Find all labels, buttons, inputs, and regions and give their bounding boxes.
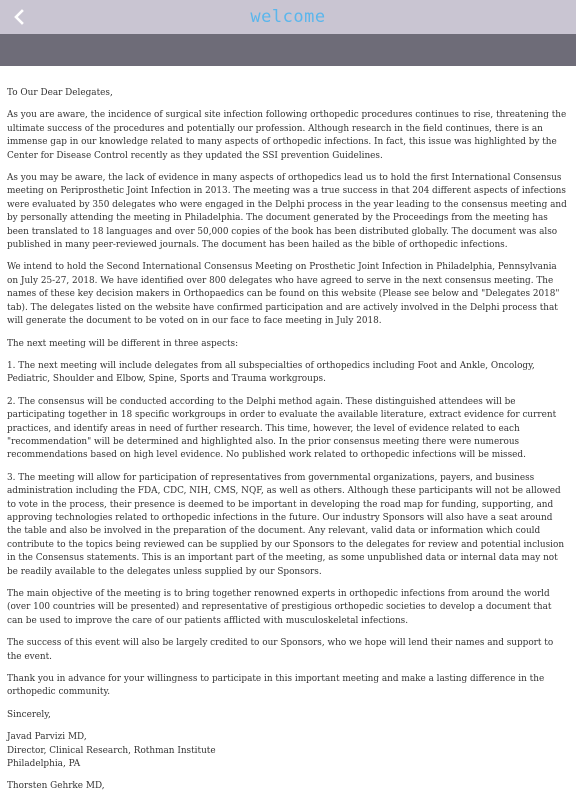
salutation: To Our Dear Delegates, <box>7 88 113 98</box>
letter-paragraph: As you may be aware, the lack of evidence in many aspects of orthopedics lead us to hold the first International Consensus meeting on Periprosthetic Joint Infection in 2013. The meeting was a true success in that 204 different aspects of infections were evaluated by 350 delegates who were engaged in the Delphi process in the year leading to the consensus meeting and by personally attending the meeting in Philadelphia. The document generated by the Proceedings from the meeting has been translated to 18 languages and over 50,000 copies of the book has been distributed globally. The document was also published in many peer-reviewed journals. The document has been hailed as the bible of orthopedic infections. <box>7 173 567 251</box>
signature-block <box>7 780 569 793</box>
signature-name: Javad Parvizi MD, <box>7 732 87 743</box>
signature-name: Thorsten Gehrke MD, <box>7 781 105 792</box>
chevron-left-icon <box>13 9 25 25</box>
signature-location: Philadelphia, PA <box>7 759 81 770</box>
letter-paragraph: Thank you in advance for your willingness to participate in this important meeting and make a lasting difference in the orthopedic community. <box>7 674 545 698</box>
letter-paragraph: 1. The next meeting will include delegates from all subspecialties of orthopedics including Foot and Ankle, Oncology, Pediatric, Shoulder and Elbow, Spine, Sports and Trauma workgroups. <box>7 360 535 385</box>
letter-paragraph: The success of this event will also be largely credited to our Sponsors, who we hope will lend their names and support to the event. <box>7 638 554 662</box>
letter-paragraph: The main objective of the meeting is to bring together renowned experts in orthopedic infections from around the world (over 100 countries will be presented) and representative of prestigious orthopedic societies to develop a document that can be used to improve the care of our patients afflicted with musculoskeletal infections. <box>7 589 552 626</box>
signature-title: Director, Clinical Research, Rothman Institute <box>7 745 216 756</box>
letter-paragraph: As you are aware, the incidence of surgical site infection following orthopedic procedures continues to rise, threatening the ultimate success of the procedures and potentially our profession. Although research in the field continues, there is an immense gap in our knowledge related to many aspects of orthopedic infections. In fact, this issue was highlighted by the Center for Disease Control recently as they updated the SSI prevention Guidelines. <box>7 110 567 161</box>
letter-paragraph: The next meeting will be different in three aspects: <box>7 338 239 349</box>
nav-bar <box>0 0 576 34</box>
letter-paragraph: We intend to hold the Second International Consensus Meeting on Prosthetic Joint Infection in Philadelphia, Pennsylvania on July 25-27, 2018. We have identified over 800 delegates who have agreed to serve in the next consensus meeting. The names of these key decision makers in Orthopaedics can be found on this website (Please see below and "Delegates 2018" tab). The delegates listed on the website have confirmed participation and are actively involved in the Delphi process that will generate the document to be voted on in our face to face meeting in July 2018. <box>7 262 560 327</box>
letter-paragraph: 3. The meeting will allow for participation of representatives from governmental organizations, payers, and business administration including the FDA, CDC, NIH, CMS, NQF, as well as others. Although these participants will not be allowed to vote in the process, their presence is deemed to be important in developing the road map for funding, supporting, and approving technologies related to orthopedic infections in the future. Our industry Sponsors will also have a seat around the table and also be involved in the preparation of the document. Any relevant, valid data or information which could contribute to the topics being reviewed can be supplied by our Sponsors to the delegates for review and potential inclusion in the Consensus statements. This is an important part of the meeting, as some unpublished data or internal data may not be readily available to the delegates unless supplied by our Sponsors. <box>7 472 565 577</box>
page-title: welcome <box>250 7 326 27</box>
closing: Sincerely, <box>7 709 51 720</box>
back-button[interactable] <box>8 4 30 30</box>
welcome-letter <box>0 66 576 794</box>
signature-block <box>7 731 569 771</box>
sub-toolbar <box>0 34 576 66</box>
letter-paragraph: 2. The consensus will be conducted according to the Delphi method again. These distinguished attendees will be participating together in 18 specific workgroups in order to evaluate the available literature, extract evidence for current practices, and identify areas in need of further research. This time, however, the level of evidence related to each "recommendation" will be determined and highlighted also. In the prior consensus meeting there were numerous recommendations based on high level evidence. No published work related to orthopedic infections will be missed. <box>7 396 557 461</box>
welcome-letter-scroll[interactable] <box>0 66 576 792</box>
